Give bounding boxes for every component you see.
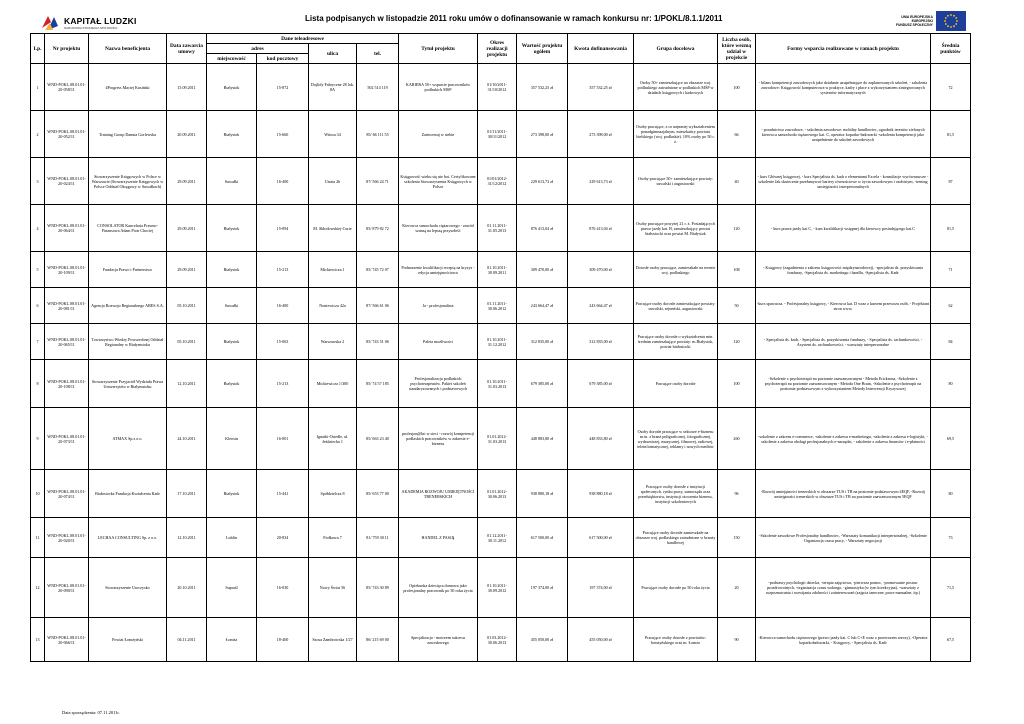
eu-line2: EUROPEJSKI xyxy=(911,18,933,23)
cell-city: Supraśl xyxy=(207,558,257,618)
cell-row-number: 3 xyxy=(31,158,45,205)
cell-row-number: 7 xyxy=(31,324,45,360)
cell-street: Dojlidy Fabryczne 28 lok. 8A xyxy=(309,64,357,111)
cell-funding-amount: 876 413,04 zł xyxy=(568,205,634,252)
cell-funding-amount: 243 664,47 zł xyxy=(568,288,634,324)
cell-phone: 85/ 745 72 07 xyxy=(357,252,399,288)
header-tytul: Tytuł projektu xyxy=(399,34,478,64)
cell-target-group: Osoby dorosłe pracujące w sektorze e-biznesu m.in. z branż poligraficznej, fotograficznej, wydawniczej, muzycznej, filmowej, radiowej, teleinformatycznej, reklamy i nowych mediów xyxy=(634,408,718,470)
cell-beneficiary-name: Training Group Danuta Gorlewska xyxy=(89,111,167,158)
cell-phone: 85/ 74 57 185 xyxy=(357,360,399,408)
cell-average-score: 84 xyxy=(931,324,971,360)
cell-support-forms: -kurs spawacza, - Profesjonalny księgowy, - Kierowca kat. D wraz z kursem przewozu osób, - Projektant stron www, xyxy=(756,288,931,324)
cell-participants-count: 108 xyxy=(718,252,756,288)
cell-support-forms: - Księgowy (zagadnienia z zakresu księgowości międzynarodowej), -specjalista ds. pozyskiwania funduszy, -Specjalista ds. marketingu i handlu, -Specjalista ds. Kadr xyxy=(756,252,931,288)
cell-city: Białystok xyxy=(207,64,257,111)
cell-phone: 85/ 743 30 89 xyxy=(357,558,399,618)
table-row xyxy=(31,64,971,111)
cell-project-title: Zainwestuj w siebie xyxy=(399,111,478,158)
cell-project-period: 01.10.2011-30.09.2012 xyxy=(478,558,517,618)
cell-project-period: 01.11.2011-30.06.2012 xyxy=(478,288,517,324)
cell-beneficiary-name: ATMAX Sp.z o.o. xyxy=(89,408,167,470)
cell-average-score: 87 xyxy=(931,158,971,205)
cell-beneficiary-name: Fundacja Prawo i Partnerstwo xyxy=(89,252,167,288)
cell-project-title: Opiekunka dziecięca domowa jako profesjonalny pracownik po 50 roku życia xyxy=(399,558,478,618)
cell-beneficiary-name: Agencja Rozwoju Regionalnego ARES S.A. xyxy=(89,288,167,324)
cell-contract-date: 15.09.2011 xyxy=(167,64,207,111)
cell-target-group: Pracujące osoby dorosłe z powiatów: łomżyńskiego oraz m. Łomża xyxy=(634,618,718,662)
cell-project-period: 01/01/2012-31/12/2012 xyxy=(478,158,517,205)
cell-phone: 87/ 566 61 06 xyxy=(357,288,399,324)
cell-target-group: Osoby pracujące, z co najmniej wykształceniem ponadgimnazjalnym, mieszkańcy powiatu bielskiego (woj. podlaskie). 10% osoby po 50 r. ż. xyxy=(634,111,718,158)
cell-project-title: Paleta możliwości xyxy=(399,324,478,360)
cell-phone: 86/ 215 69 00 xyxy=(357,618,399,662)
cell-funding-amount: 229 613,73 zł xyxy=(568,158,634,205)
cell-project-title: AKADEMIA ROZWOJU UMIEJĘTNOŚCI TRENERSKICH xyxy=(399,470,478,518)
cell-project-period: 01/11/2011-30/11/2012 xyxy=(478,111,517,158)
table-row xyxy=(31,288,971,324)
cell-support-forms: - kurs Głównej księgowej, - kurs Specjalista ds. kadr z elementami Excela - konsultacje wyrównawcze - szkolenie Jak skutecznie przełamywać bariery równościowe w życia zawodowym i osobistym, -trening umiejętności interpersonalnych xyxy=(756,158,931,205)
cell-contract-date: 04.11.2011 xyxy=(167,618,207,662)
cell-project-period: 01/10/2011-31/10/2012 xyxy=(478,64,517,111)
cell-project-value: 455 050,00 zł xyxy=(517,618,568,662)
cell-phone: 87/ 566 24 71 xyxy=(357,158,399,205)
footer-date: Data sporządzenia: 07.11.2011r. xyxy=(62,710,120,715)
cell-average-score: 80 xyxy=(931,470,971,518)
table-row xyxy=(31,205,971,252)
cell-project-value: 197 374,00 zł xyxy=(517,558,568,618)
cell-target-group: Pracujące osoby dorosłe zamieszkałe na obszarze woj. podlaskiego zatrudnione w branży handlowej xyxy=(634,518,718,558)
header-wartosc: Wartość projektu ogółem xyxy=(517,34,568,64)
cell-postal-code: 15-094 xyxy=(257,205,309,252)
cell-street: Warszawska 2 xyxy=(309,324,357,360)
cell-project-title: Specjalizacja - motorem sukcesu zawodowego xyxy=(399,618,478,662)
cell-project-number: WND-POKL.08.01.01-20-020/11 xyxy=(45,518,89,558)
cell-average-score: 80 xyxy=(931,360,971,408)
header-data-zawarcia: Data zawarcia umowy xyxy=(167,34,207,64)
cell-project-period: 01.03.2012-30.06.2013 xyxy=(478,618,517,662)
table-row xyxy=(31,360,971,408)
cell-phone: 85/ 663 23 40 xyxy=(357,408,399,470)
table-row xyxy=(31,324,971,360)
header-nr-projektu: Nr projektu xyxy=(45,34,89,64)
cell-street: Fiołkowa 7 xyxy=(309,518,357,558)
cell-average-score: 73 xyxy=(931,518,971,558)
header-tel: tel. xyxy=(357,44,399,64)
cell-project-number: WND-POKL.08.01.01-20-024/11 xyxy=(45,158,89,205)
table-row xyxy=(31,558,971,618)
cell-contract-date: 17.10.2011 xyxy=(167,470,207,518)
page-header xyxy=(0,0,1024,33)
cell-contract-date: 05.10.2011 xyxy=(167,324,207,360)
cell-project-title: Podnoszenie kwalifikacji receptą na kryzys - edycja umiejętnościowa xyxy=(399,252,478,288)
header-ulica: ulica xyxy=(309,44,357,64)
cell-beneficiary-name: 4Progress Maciej Kusiński xyxy=(89,64,167,111)
cell-row-number: 1 xyxy=(31,64,45,111)
cell-project-number: WND-POKL.08.01.01-20-066/11 xyxy=(45,618,89,662)
header-kwota: Kwota dofinansowania xyxy=(568,34,634,64)
cell-city: Suwałki xyxy=(207,158,257,205)
cell-support-forms: -szkolenie z zakresu e-commerce, -szkolenie z zakresu e-marketingu, -szkolenie z zakresu e-logistyki, -szkolenie z zakresu obsługi profesjonalnych e-narzędzi, - szkolenie z zakresu finansów i e-płatności xyxy=(756,408,931,470)
cell-participants-count: 120 xyxy=(718,205,756,252)
cell-beneficiary-name: LECHAA CONSULTING Sp. z o.o. xyxy=(89,518,167,558)
cell-project-value: 448 883,80 zł xyxy=(517,408,568,470)
cell-street: Witosa 34 xyxy=(309,111,357,158)
cell-beneficiary-name: Białostocka Fundacja Kształcenia Kadr xyxy=(89,470,167,518)
cell-support-forms: - bilans kompetencji zawodowych jako działanie uzupełniające do zaplanowanych szkoleń, - szkolenia zawodowe: Księgowość komputerowa w praktyce, kadry i płace z wykorzystaniem zintegrowanych systemów informatycznych xyxy=(756,64,931,111)
cell-target-group: Pracujące osoby dorosłe zamieszkujące powiaty: suwalski, sejneński, augustowski xyxy=(634,288,718,324)
cell-project-title: KARIERA 50+ wsparcie pracowników podlaskich MSP xyxy=(399,64,478,111)
cell-city: Białystok xyxy=(207,111,257,158)
cell-project-value: 876 413,04 zł xyxy=(517,205,568,252)
cell-project-number: WND-POKL.08.01.01-20-090/11 xyxy=(45,558,89,618)
cell-average-score: 67,5 xyxy=(931,618,971,662)
cell-postal-code: 16-400 xyxy=(257,158,309,205)
cell-project-number: WND-POKL.08.01.01-20-109/11 xyxy=(45,252,89,288)
cell-project-number: WND-POKL.08.01.01-20-058/11 xyxy=(45,64,89,111)
header-okres: Okres realizacji projektu xyxy=(478,34,517,64)
cell-street: Noniewicza 42a xyxy=(309,288,357,324)
header-kod-pocztowy: kod pocztowy xyxy=(257,54,309,64)
cell-row-number: 12 xyxy=(31,558,45,618)
cell-contract-date: 12.10.2011 xyxy=(167,518,207,558)
cell-city: Białystok xyxy=(207,324,257,360)
cell-project-period: 01.11.2011-31.05.2013 xyxy=(478,205,517,252)
cell-project-value: 243 664,47 zł xyxy=(517,288,568,324)
header-grupa: Grupa docelowa xyxy=(634,34,718,64)
cell-postal-code: 16-400 xyxy=(257,288,309,324)
cell-participants-count: 100 xyxy=(718,64,756,111)
cell-postal-code: 20-834 xyxy=(257,518,309,558)
cell-funding-amount: 679 385,00 zł xyxy=(568,360,634,408)
cell-postal-code: 18-400 xyxy=(257,618,309,662)
cell-postal-code: 15-660 xyxy=(257,111,309,158)
cell-participants-count: 100 xyxy=(718,360,756,408)
cell-target-group: Osoby pracujące powyżej 21 r. ż. Posiadających prawo jazdy kat. B, zamieszkujący powiat białostocki oraz powiat M. Białystok xyxy=(634,205,718,252)
cell-target-group: Dorosłe osoby pracujące, zamieszkałe na terenie woj. podlaskiego xyxy=(634,252,718,288)
cell-street: Mickiewicza 1/300 xyxy=(309,360,357,408)
cell-contract-date: 29.09.2011 xyxy=(167,205,207,252)
cell-support-forms: -podstawy psychologii dziecka, -terapia zajęciowa, -pierwsza pomoc, -promowanie postaw prozdrowotnych, -organizacja czasu wolnego, -gimnastyka (w tym korekcyjna), -warsztaty z rozpoznawania i rozwijania zdolności i zainteresowań (zajęcia taneczne, prace manualne, itp.) xyxy=(756,558,931,618)
cell-city: Łomża xyxy=(207,618,257,662)
cell-project-period: 01.01.2012-30.06.2013 xyxy=(478,470,517,518)
cell-funding-amount: 357 532,25 zł xyxy=(568,64,634,111)
cell-project-value: 938 880,18 zł xyxy=(517,470,568,518)
eu-logo xyxy=(896,11,966,31)
cell-funding-amount: 309 470,00 zł xyxy=(568,252,634,288)
cell-funding-amount: 938 880,18 zł xyxy=(568,470,634,518)
cell-project-period: 01.12.2011-30.11.2012 xyxy=(478,518,517,558)
header-miejscowosc: miejscowość xyxy=(207,54,257,64)
cell-phone: 502 514 119 xyxy=(357,64,399,111)
cell-contract-date: 20.09.2011 xyxy=(167,111,207,158)
logo-subtitle: NARODOWA STRATEGIA SPÓJNOŚCI xyxy=(64,25,118,30)
cell-project-number: WND-POKL.08.01.01-20-108/11 xyxy=(45,360,89,408)
cell-project-title: profesjon@lni w sieci - rozwój kompetencji podlaskich pracowników w zakresie e-biznesu xyxy=(399,408,478,470)
cell-row-number: 6 xyxy=(31,288,45,324)
cell-postal-code: 15-872 xyxy=(257,64,309,111)
cell-support-forms: - kurs prawa jazdy kat C, - kurs kwalifikacji wstępnej dla kierowcy posiadającego kat.C xyxy=(756,205,931,252)
cell-beneficiary-name: Stowarzyszenie Uroczysko xyxy=(89,558,167,618)
cell-beneficiary-name: Towarzystwo Wiedzy Powszechnej Oddział Regionalny w Białymstoku xyxy=(89,324,167,360)
cell-contract-date: 05.10.2011 xyxy=(167,288,207,324)
cell-street: Szosa Zambrowska 1/27 xyxy=(309,618,357,662)
cell-postal-code: 15-063 xyxy=(257,324,309,360)
cell-project-number: WND-POKL.08.01.01-20-052/11 xyxy=(45,111,89,158)
cell-support-forms: -Szkolenie zawodowe Profesjonalny handlowiec, -Warsztaty komunikacji interpersonalnej, -Szkolenie Organizacja czasu pracy, - Warsztaty negocjacji xyxy=(756,518,931,558)
cell-funding-amount: 448 833,80 zł xyxy=(568,408,634,470)
cell-street: Spółdzielcza 8 xyxy=(309,470,357,518)
cell-target-group: Pracujące osoby dorosłe xyxy=(634,360,718,408)
cell-city: Białystok xyxy=(207,252,257,288)
table-row xyxy=(31,518,971,558)
cell-city: Suwałki xyxy=(207,288,257,324)
cell-project-value: 229 613,73 zł xyxy=(517,158,568,205)
cell-postal-code: 16-030 xyxy=(257,558,309,618)
table-row xyxy=(31,111,971,158)
header-dane-teleadresowe: Dane teleadresowe xyxy=(207,34,399,44)
cell-target-group: Pracujące osoby dorosłe z instytucji społecznych, rynku pracy, samorządu oraz przedsiębiorstw, instytucji otoczenia biznesu, instytucji szkoleniowych xyxy=(634,470,718,518)
cell-city: Kleosin xyxy=(207,408,257,470)
cell-average-score: 81,5 xyxy=(931,205,971,252)
logo-icon xyxy=(40,14,60,32)
cell-phone: 85/ 879 82 72 xyxy=(357,205,399,252)
cell-phone: 85/ 66 111 55 xyxy=(357,111,399,158)
cell-row-number: 13 xyxy=(31,618,45,662)
cell-project-number: WND-POKL.08.01.01-20-064/11 xyxy=(45,205,89,252)
kapital-ludzki-logo xyxy=(40,14,137,32)
table-row xyxy=(31,252,971,288)
cell-city: Białystok xyxy=(207,205,257,252)
cell-city: Białystok xyxy=(207,360,257,408)
header-lp: Lp. xyxy=(31,34,45,64)
cell-contract-date: 29.09.2011 xyxy=(167,252,207,288)
table-row xyxy=(31,408,971,470)
cell-street: M. Skłodowskiej-Curie xyxy=(309,205,357,252)
cell-phone: 85/ 653 77 00 xyxy=(357,470,399,518)
cell-contract-date: 29.09.2011 xyxy=(167,158,207,205)
cell-average-score: 62 xyxy=(931,288,971,324)
cell-target-group: Osoby 50+ zamieszkujące na obszarze woj. podlaskiego zatrudnione w podlaskich MŚP w działach księgowych i kadrowych xyxy=(634,64,718,111)
cell-project-period: 01.01.2012-31.03.2013 xyxy=(478,408,517,470)
cell-street: Ignatki-Osiedle, ul. Jeździecka 1 xyxy=(309,408,357,470)
logo-title: KAPITAŁ LUDZKI xyxy=(64,15,137,26)
cell-row-number: 9 xyxy=(31,408,45,470)
cell-average-score: 69,5 xyxy=(931,408,971,470)
cell-target-group: Pracujące osoby dorosłe o wykształceniu min. średnim zamieszkujące powiaty: m.Białystok, powiat białostocki xyxy=(634,324,718,360)
header-adres: adres xyxy=(207,44,309,54)
cell-funding-amount: 273 398,00 zł xyxy=(568,111,634,158)
cell-phone: 81/ 759 30 11 xyxy=(357,518,399,558)
cell-support-forms: -Rozwój umiejętności trenerskich w obszarze TUS i TB na poziomie podstawowym 4EQF, -Rozwój umiejętności trenerskich w obszarze TUS i TB na poziomie zaawansowanym 5EQF xyxy=(756,470,931,518)
cell-funding-amount: 455 050,00 zł xyxy=(568,618,634,662)
cell-project-title: Kierowca samochodu ciężarowego - zawód szansą na lepszą przyszłość xyxy=(399,205,478,252)
table-row xyxy=(31,470,971,518)
cell-participants-count: 96 xyxy=(718,470,756,518)
cell-support-forms: - Specjalista ds. kadr, - Specjalista ds. pozyskiwania funduszy, - Specjalista ds. rachunkowości, - Asystent ds. rachunkowości, - warsztaty interpersonalne xyxy=(756,324,931,360)
cell-average-score: 81,5 xyxy=(931,111,971,158)
cell-average-score: 71 xyxy=(931,252,971,288)
cell-postal-code: 16-001 xyxy=(257,408,309,470)
cell-participants-count: 50 xyxy=(718,288,756,324)
cell-participants-count: 20 xyxy=(718,558,756,618)
cell-postal-code: 15-213 xyxy=(257,252,309,288)
cell-support-forms: - poradnictwo zawodowe, - szkolenia zawodowe: mobilny handlowiec, ogrodnik terenów zielonych kierowca samochodu ciężarowego kat. C, operator koparko-ładowarki -szkolenia kompetencji jako uzupełnienie do szkoleń zawodowych xyxy=(756,111,931,158)
cell-project-title: Ja - profesjonalista xyxy=(399,288,478,324)
cell-project-value: 309 470,00 zł xyxy=(517,252,568,288)
cell-project-number: WND-POKL.08.01.01-20-074/11 xyxy=(45,470,89,518)
cell-project-number: WND-POKL.08.01.01-20-073/11 xyxy=(45,408,89,470)
cell-street: Nowy Świat 56 xyxy=(309,558,357,618)
table-row xyxy=(31,618,971,662)
eu-flag-icon xyxy=(936,11,966,31)
eu-line3: FUNDUSZ SPOŁECZNY xyxy=(896,23,933,28)
cell-row-number: 4 xyxy=(31,205,45,252)
cell-participants-count: 90 xyxy=(718,618,756,662)
cell-average-score: 72 xyxy=(931,64,971,111)
header-beneficjent: Nazwa beneficjenta xyxy=(89,34,167,64)
cell-support-forms: -Kierowca samochodu ciężarowego (prawo jazdy kat. C lub C+E wraz z przewozem rzeczy), -Operator koparkoładowarki, - Księgowy, - Specjalista ds. Kadr xyxy=(756,618,931,662)
cell-project-title: Księgowość wieku się nie boi. Certyfikowane szkolenia Stowarzyszenia Księgowych w Polsce xyxy=(399,158,478,205)
cell-project-number: WND-POKL.08.01.01-20-065/11 xyxy=(45,324,89,360)
cell-row-number: 2 xyxy=(31,111,45,158)
cell-funding-amount: 197 374,00 zł xyxy=(568,558,634,618)
contracts-table xyxy=(30,33,971,662)
cell-row-number: 8 xyxy=(31,360,45,408)
cell-project-value: 312 835,00 zł xyxy=(517,324,568,360)
cell-target-group: Osoby pracujące 50+ zamieszkujące powiaty: suwalski i augustowski xyxy=(634,158,718,205)
header-srednia: Średnia punktów xyxy=(931,34,971,64)
cell-average-score: 71,5 xyxy=(931,558,971,618)
document-title: Lista podpisanych w listopadzie 2011 roku umów o dofinansowanie w ramach konkursu nr: 1/POKL/8.1.1/2011 xyxy=(305,14,723,23)
cell-project-value: 273 398,00 zł xyxy=(517,111,568,158)
cell-support-forms: -Szkolenie z psychoterapii na poziomie zaawansowanym - Metoda Ericksona, -Szkolenie z psychoterapii na poziomie zaawansowanym - Metoda One Brain, -Szkolenie z psychoterapii na poziomie podstawowym z wykorzystaniem Metody Interwencji Kryzysowej xyxy=(756,360,931,408)
cell-participants-count: 66 xyxy=(718,111,756,158)
cell-phone: 85/ 743 51 06 xyxy=(357,324,399,360)
cell-beneficiary-name: CONSOLATOR Kancelaria Prawno-Finansowa Adam Piotr Chociej xyxy=(89,205,167,252)
cell-beneficiary-name: Stowarzyszenie Przyjaciół Wydziału Prawa Uniwersytetu w Białymstoku xyxy=(89,360,167,408)
cell-row-number: 11 xyxy=(31,518,45,558)
table-row xyxy=(31,158,971,205)
cell-beneficiary-name: Stowarzyszenie Księgowych w Polsce w Warszawie (Stowarzyszenie Księgowych w Polsce Oddział Okręgowy w Suwałkach) xyxy=(89,158,167,205)
cell-street: Mickiewicza 1 xyxy=(309,252,357,288)
cell-contract-date: 24.10.2011 xyxy=(167,408,207,470)
eu-line1: UNIA EUROPEJSKA xyxy=(901,14,933,19)
cell-postal-code: 15-441 xyxy=(257,470,309,518)
cell-project-period: 01.10.2011-31.12.2012 xyxy=(478,324,517,360)
cell-project-title: Profesjonalizacja podlaskich psychoterapeutów. Pakiet szkoleń standaryzowanych i podstawowych xyxy=(399,360,478,408)
cell-project-value: 617 500,00 zł xyxy=(517,518,568,558)
cell-target-group: Pracujące osoby dorosłe po 50 roku życia xyxy=(634,558,718,618)
cell-row-number: 10 xyxy=(31,470,45,518)
cell-funding-amount: 617 500,00 zł xyxy=(568,518,634,558)
cell-postal-code: 15-213 xyxy=(257,360,309,408)
cell-project-period: 01.10.2011-30.09.2011 xyxy=(478,252,517,288)
cell-city: Białystok xyxy=(207,470,257,518)
cell-project-value: 679 385,00 zł xyxy=(517,360,568,408)
cell-project-number: WND-POKL.08.01.01-20-081/11 xyxy=(45,288,89,324)
cell-contract-date: 12.10.2011 xyxy=(167,360,207,408)
cell-row-number: 5 xyxy=(31,252,45,288)
cell-beneficiary-name: Powiat Łomżyński xyxy=(89,618,167,662)
cell-funding-amount: 312 835,00 zł xyxy=(568,324,634,360)
cell-project-value: 357 532,25 zł xyxy=(517,64,568,111)
cell-participants-count: 260 xyxy=(718,408,756,470)
cell-participants-count: 40 xyxy=(718,158,756,205)
cell-project-title: HANDEL Z PASJĄ xyxy=(399,518,478,558)
cell-street: Utrata 2b xyxy=(309,158,357,205)
cell-contract-date: 20.10.2011 xyxy=(167,558,207,618)
header-formy: Formy wsparcia realizowane w ramach projektu xyxy=(756,34,931,64)
cell-participants-count: 150 xyxy=(718,518,756,558)
cell-participants-count: 120 xyxy=(718,324,756,360)
cell-city: Lublin xyxy=(207,518,257,558)
header-liczba: Liczba osób, które wezmą udział w projekcie xyxy=(718,34,756,64)
cell-project-period: 01.10.2011-31.03.2013 xyxy=(478,360,517,408)
